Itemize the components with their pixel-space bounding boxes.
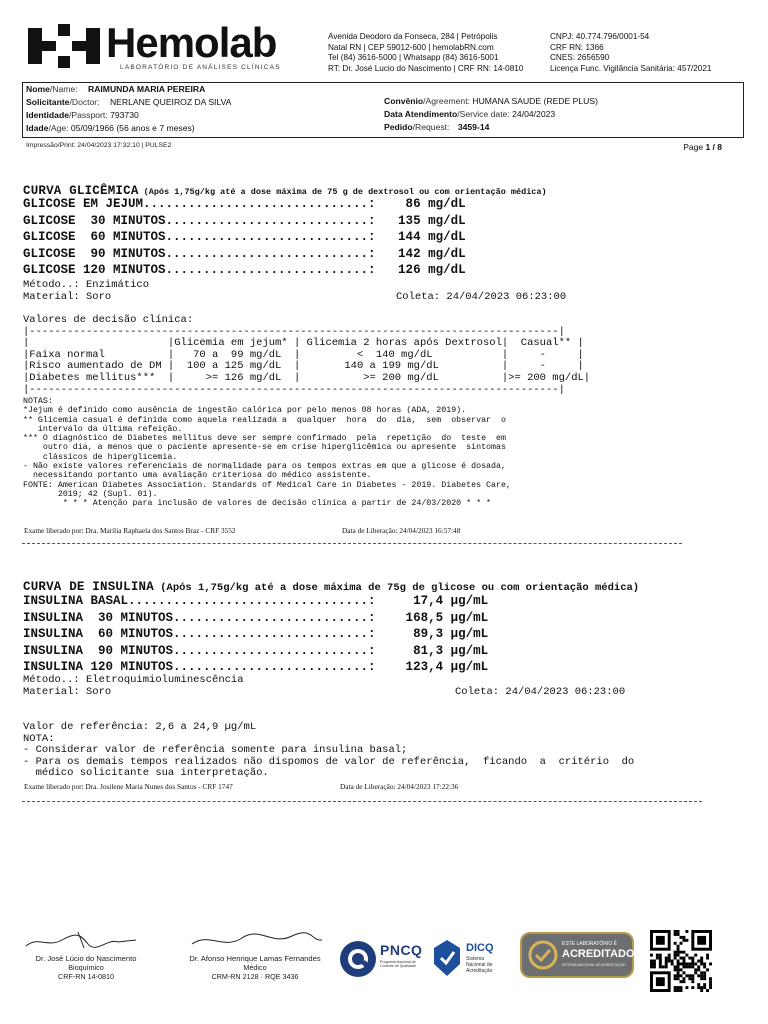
registry-line: CNPJ: 40.774.796/0001-54 <box>550 32 650 41</box>
glicose-released-date: Data de Liberação: 24/04/2023 16:57:48 <box>342 526 461 535</box>
dicq-logo-icon <box>432 938 462 978</box>
glicose-released-by: Exame liberado por: Dra. Marília Raphaela dos Santos Braz - CRF 3552 <box>24 526 236 535</box>
field-label: Solicitante <box>26 97 70 107</box>
address-line: RT: Dr. José Lucio do Nascimento | CRF RN: 14-0810 <box>328 63 524 73</box>
result-row: INSULINA 120 MINUTOS..........................: 123,4 µg/mL <box>23 660 489 675</box>
insulina-results <box>23 593 488 676</box>
id-row <box>26 109 139 122</box>
service-date-row <box>384 108 555 121</box>
field-label: Identidade <box>26 110 69 120</box>
registry-line: CNES: 2656590 <box>550 53 610 62</box>
accredited-top: ESTE LABORATÓRIO É <box>562 941 617 947</box>
field-label-en: /Agreement: <box>423 96 470 106</box>
note-line: NOTAS: <box>23 397 53 406</box>
dicq-sublabel <box>466 956 492 974</box>
page-total: 8 <box>717 142 722 152</box>
page-current: 1 <box>705 142 711 152</box>
registry-line: CRF RN: 1366 <box>550 42 604 52</box>
table-line: |Faixa normal | 70 a 99 mg/dL | < 140 mg/dL | - | <box>23 348 584 361</box>
pncq-label: PNCQ <box>380 942 423 958</box>
field-label-en: /Name: <box>49 84 78 94</box>
result-row: GLICOSE 60 MINUTOS...........................: 144 mg/dL <box>23 230 466 245</box>
result-row: GLICOSE 90 MINUTOS...........................: 142 mg/dL <box>23 246 466 261</box>
table-line: |------------------------------------------------------------------------------------| <box>23 383 565 396</box>
accredited-sub: SISTEMA NACIONAL DE ACREDITAÇÃO <box>562 963 626 967</box>
section-divider <box>22 543 682 544</box>
field-label: Convênio <box>384 96 424 106</box>
section-divider <box>22 801 702 802</box>
section-note: (Após 1,75g/kg até a dose máxima de 75 g de dextrosol ou com orientação médica) <box>138 187 547 197</box>
ref-line: Valor de referência: 2,6 a 24,9 µg/mL <box>23 721 257 733</box>
patient-id: 793730 <box>110 110 139 120</box>
insulina-reference <box>23 722 634 780</box>
dicq-seal <box>432 936 510 990</box>
signature-scribble-icon <box>18 930 154 952</box>
pncq-logo-icon <box>338 939 378 979</box>
result-row: INSULINA 30 MINUTOS..........................: 168,5 µg/mL <box>23 610 489 625</box>
note-line: FONTE: American Diabetes Association. Standards of Medical Care in Diabetes - 2019. Diabetes Care, <box>23 480 511 490</box>
field-label: Idade <box>26 123 49 133</box>
ref-line: médico solicitante sua interpretação. <box>23 767 269 780</box>
ref-line: NOTA: <box>23 732 55 745</box>
lab-address <box>328 32 523 74</box>
signatory-name: Dr. José Lúcio do Nascimento <box>35 954 137 963</box>
signatory-registry: CRM-RN 2128 · RQE 3436 <box>211 972 299 981</box>
insulina-released-date: Data de Liberação: 24/04/2023 17:22:36 <box>340 782 459 791</box>
note-line: * * * Atenção para inclusão de valores de decisão clínica a partir de 24/03/2020 * * * <box>23 499 492 509</box>
note-line: *** O diagnóstico de Diabetes mellitus deve ser sempre confirmado pela repetição do teste em <box>23 434 506 444</box>
glicose-collect: Coleta: 24/04/2023 06:23:00 <box>396 291 567 303</box>
signature-block-2 <box>172 930 338 981</box>
note-line: ** Glicemia casual é definida como aquela realizada a qualquer hora do dia, sem observar o <box>23 415 506 425</box>
doctor-name: NERLANE QUEIROZ DA SILVA <box>109 97 232 107</box>
address-line: Avenida Deodoro da Fonseca, 284 | Petrópolis <box>328 32 498 41</box>
table-line: Valores de decisão clínica: <box>23 314 194 326</box>
signatory-role: Médico <box>243 963 267 972</box>
age-row <box>26 122 195 135</box>
ref-line: - Considerar valor de referência somente para insulina basal; <box>23 744 408 757</box>
hemolab-logo-icon <box>28 24 100 68</box>
result-row: INSULINA 60 MINUTOS..........................: 89,3 µg/mL <box>23 627 489 642</box>
note-line: clássicos de hiperglicemia. <box>23 452 178 462</box>
field-label-en: /Age: <box>48 123 69 133</box>
dicq-sub-line: Sistema <box>466 956 485 962</box>
field-label: Data Atendimento <box>384 109 458 119</box>
signature-block-1 <box>18 930 154 981</box>
accredited-label: ACREDITADO <box>562 948 635 960</box>
note-line: *Jejum é definido como ausência de ingestão calórica por pelo menos 08 horas (ADA, 2019). <box>23 406 467 416</box>
signatory-registry: CRF-RN 14-0810 <box>58 972 114 981</box>
accredited-seal <box>520 932 634 978</box>
patient-info-box <box>22 82 744 138</box>
field-label-en: /Request: <box>412 122 450 132</box>
section-note: (Após 1,75g/kg até a dose máxima de 75g de glicose ou com orientação médica) <box>153 582 640 594</box>
note-line: necessitando portanto uma avaliação criteriosa do médico assistente. <box>23 471 372 481</box>
glicose-material: Material: Soro <box>23 291 112 303</box>
print-info: Impressão/Print: 24/04/2023 17:32:10 | PULSE2 <box>26 142 172 149</box>
table-line: | |Glicemia em jejum* | Glicemia 2 horas após Dextrosol| Casual** | <box>23 337 584 350</box>
table-line: |Diabetes mellitus*** | >= 126 mg/dL | >= 200 mg/dL |>= 200 mg/dL| <box>23 371 591 384</box>
signatory-name: Dr. Afonso Henrique Lamas Fernandes <box>189 954 321 963</box>
patient-name-row <box>26 83 205 96</box>
insulina-released-by: Exame liberado por: Dra. Josilene Maria Nunes dos Santos - CRF 1747 <box>24 782 233 791</box>
dicq-sub-line: Nacional de <box>466 962 493 968</box>
request-number: 3459-14 <box>457 122 490 132</box>
insulina-collect: Coleta: 24/04/2023 06:23:00 <box>455 686 626 698</box>
patient-age: 05/09/1966 (56 anos e 7 meses) <box>70 123 195 133</box>
qr-code-icon <box>650 930 712 992</box>
table-line: |Risco aumentado de DM | 100 a 125 mg/dL | 140 a 199 mg/dL | - | <box>23 360 584 373</box>
service-date: 24/04/2023 <box>512 109 556 119</box>
insulina-material: Material: Soro <box>23 686 112 698</box>
pncq-seal <box>338 936 428 990</box>
note-line: - Não existe valores referenciais de normalidade para os tempos extras em que a glicose é dosada, <box>23 462 506 472</box>
field-label: Pedido <box>384 122 413 132</box>
brand-subtitle: LABORATÓRIO DE ANÁLISES CLÍNICAS <box>120 64 281 71</box>
page-sep: / <box>710 142 718 152</box>
dicq-sub-line: Acreditação <box>466 968 493 974</box>
registry-line: Licença Func. Vigilância Sanitária: 457/2021 <box>550 63 712 73</box>
signatory-role: Bioquímico <box>68 963 104 972</box>
decision-table <box>23 315 590 396</box>
note-line: 2019; 42 (Supl. 01). <box>23 489 158 499</box>
check-badge-icon <box>528 940 558 970</box>
glicose-results <box>23 196 466 279</box>
agreement-row <box>384 95 598 108</box>
page-number <box>683 142 722 152</box>
note-line: intervalo da última refeição. <box>23 424 183 434</box>
page-label: Page <box>683 142 704 152</box>
result-row: INSULINA 90 MINUTOS..........................: 81,3 µg/mL <box>23 643 489 658</box>
table-line: |------------------------------------------------------------------------------------| <box>23 325 565 338</box>
signature-scribble-icon <box>172 930 338 952</box>
glicose-notes <box>23 397 511 509</box>
patient-name: RAIMUNDA MARIA PEREIRA <box>87 84 206 94</box>
field-label: Nome <box>26 84 50 94</box>
field-label-en: /Service date: <box>457 109 510 119</box>
address-line: Natal RN | CEP 59012-600 | hemolabRN.com <box>328 42 494 52</box>
report-header <box>0 0 768 82</box>
request-row <box>384 121 489 134</box>
section-title: CURVA GLICÊMICA <box>23 184 139 198</box>
glicose-method: Método..: Enzimático <box>23 279 150 291</box>
dicq-label: DICQ <box>466 942 494 954</box>
section-title: CURVA DE INSULINA <box>23 580 154 594</box>
result-row: INSULINA BASAL................................: 17,4 µg/mL <box>23 594 489 608</box>
result-row: GLICOSE 30 MINUTOS...........................: 135 mg/dL <box>23 213 466 228</box>
result-row: GLICOSE EM JEJUM..............................: 86 mg/dL <box>23 197 466 211</box>
lab-registry <box>550 32 711 74</box>
note-line: outro dia, a menos que o paciente apresente-se em crise hiperglicêmica ou apresente sintomas <box>23 443 506 453</box>
address-line: Tel (84) 3616-5000 | Whatsapp (84) 3616-5001 <box>328 53 499 62</box>
result-row: GLICOSE 120 MINUTOS...........................: 126 mg/dL <box>23 263 466 278</box>
brand-name: Hemolab <box>106 19 277 66</box>
pncq-sublabel: Programa Nacional de Controle de Qualidade <box>380 960 416 969</box>
field-label-en: /Doctor: <box>69 97 100 107</box>
agreement-value: HUMANA SAUDE (REDE PLUS) <box>472 96 598 106</box>
field-label-en: /Passport: <box>68 110 108 120</box>
insulina-method: Método..: Eletroquimioluminescência <box>23 674 244 686</box>
ref-line: - Para os demais tempos realizados não dispomos de valor de referência, ficando a critério do <box>23 755 635 768</box>
doctor-row <box>26 96 231 109</box>
